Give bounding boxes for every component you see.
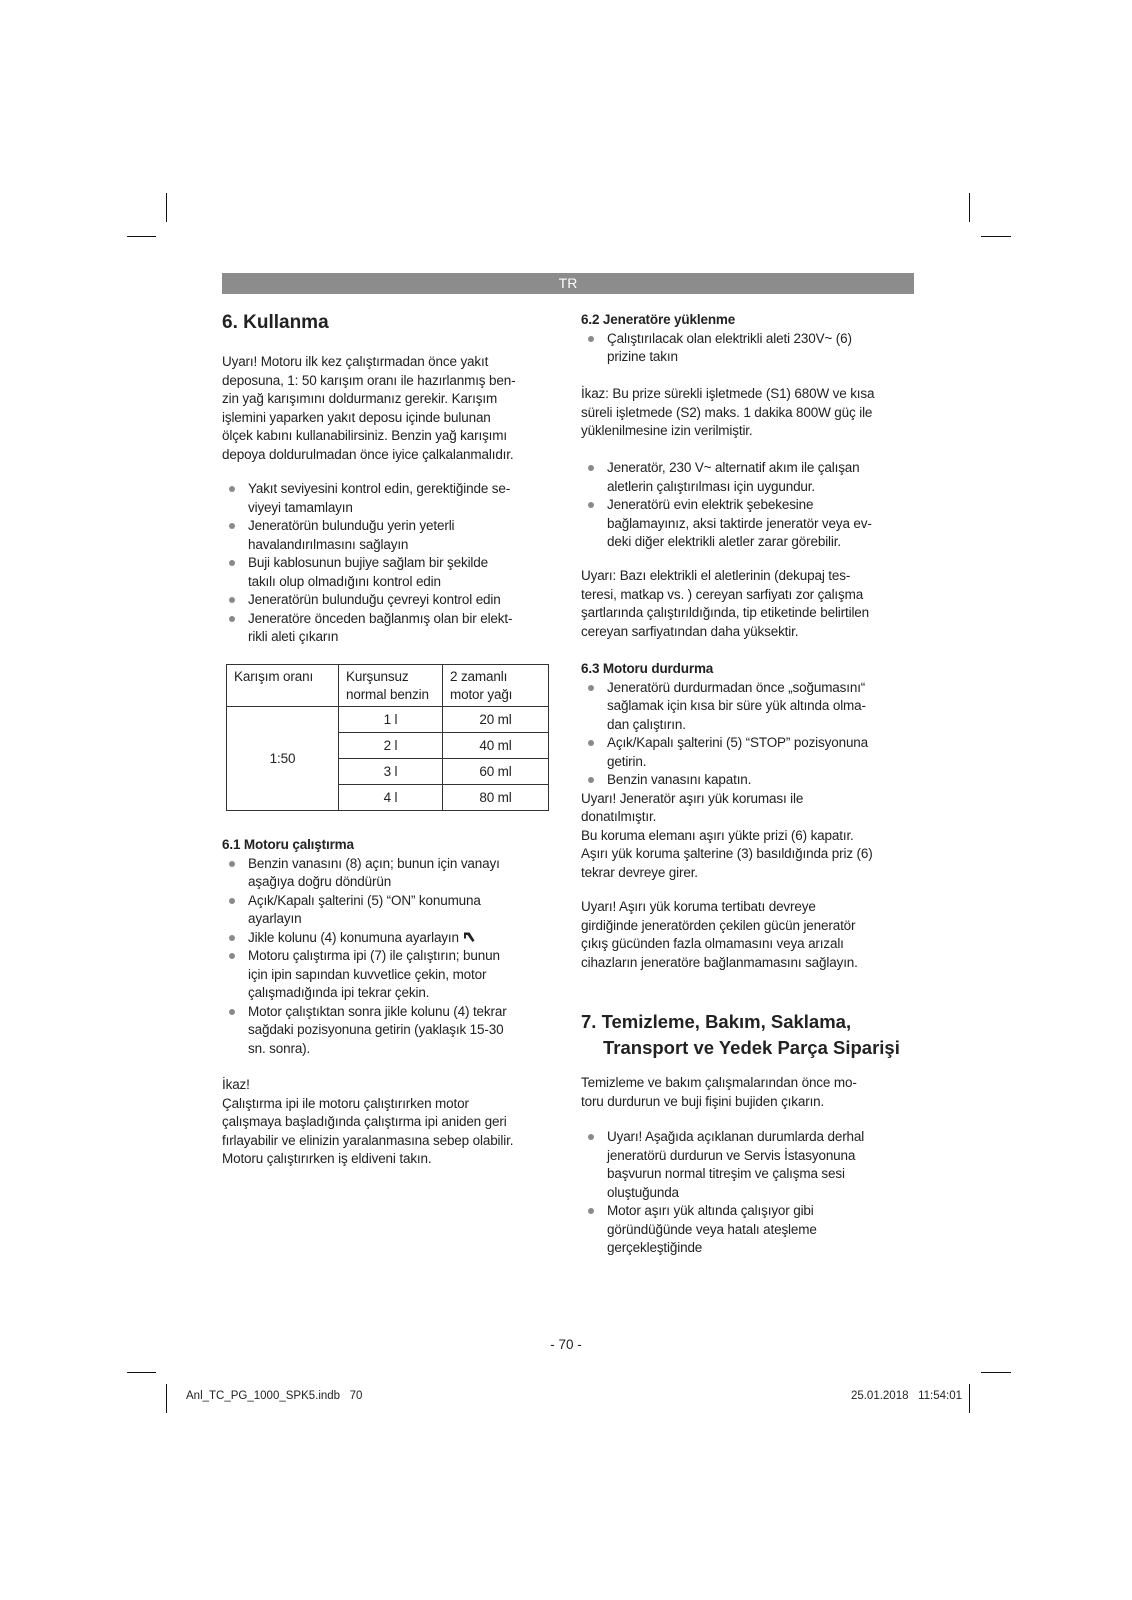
list-item (581, 679, 914, 735)
paragraph-line: şartlarında çalıştırıldığında, tip etiketinde belirtilen (581, 605, 870, 620)
paragraph-line: Uyarı! Jeneratör aşırı yük koruması ile (581, 790, 804, 806)
header-line: motor yağı (450, 687, 513, 702)
list-item-line: başvurun normal titreşim ve çalışma sesi (607, 1166, 845, 1181)
fuel-amount-cell: 3 l (339, 759, 443, 785)
paragraph-line: çalışmaya başladığında çalıştırma ipi aniden geri (222, 1114, 507, 1129)
list-item-line: Motor çalıştıktan sonra jikle kolunu (4) tekrar (248, 1003, 507, 1019)
heading-line: Transport ve Yedek Parça Siparişi (603, 1037, 900, 1058)
bullet-icon (588, 777, 594, 783)
paragraph-line: işlemini yaparken yakıt deposu içinde bulunan (222, 409, 491, 425)
list-item-line: Motor aşırı yük altında çalışıyor gibi (607, 1203, 814, 1218)
crop-mark (969, 193, 970, 222)
list-item-line: Jeneratörü durdurmadan önce „soğumasını“ (607, 679, 866, 695)
list-item (222, 554, 552, 591)
list-item-line: Jeneratöre önceden bağlanmış olan bir elekt- (248, 610, 513, 626)
list-item-line: rikli aleti çıkarın (248, 629, 339, 644)
fuel-amount-cell: 2 l (339, 733, 443, 759)
list-item-line: sn. sonra). (248, 1040, 311, 1056)
paragraph-line: cereyan sarfiyatından daha yüksektir. (581, 623, 799, 639)
paragraph-line: İkaz: Bu prize sürekli işletmede (S1) 680W ve kısa (581, 386, 875, 401)
list-item (222, 947, 552, 1003)
header-line: normal benzin (346, 687, 429, 702)
list-item (581, 1202, 914, 1258)
paragraph-line: toru durdurun ve buji fişini bujiden çıkarın. (581, 1093, 825, 1109)
paragraph-line: teresi, matkap vs. ) cereyan sarfiyatı zor çalışma (581, 586, 864, 602)
list-item-line: Jeneratörün bulunduğu çevreyi kontrol edin (248, 592, 501, 607)
list-item-line: havalandırılmasını sağlayın (248, 536, 409, 552)
bullet-icon (588, 740, 594, 746)
list-item-line: aşağıya doğru döndürün (248, 874, 392, 889)
bullet-icon (588, 1134, 594, 1140)
intro-paragraph (222, 353, 552, 464)
list-item-line: deki diğer elektrikli aletler zarar görebilir. (607, 534, 841, 549)
list-item-line: çalışmadığında ipi tekrar çekin. (248, 985, 430, 1000)
paragraph-line: Bu koruma elemanı aşırı yükte prizi (6) kapatır. (581, 827, 854, 843)
bullet-icon (229, 597, 235, 603)
bullet-icon (229, 616, 235, 622)
table-header (443, 665, 549, 707)
header-line: 2 zamanlı (450, 669, 508, 684)
list-item-line: ayarlayın (248, 911, 302, 926)
paragraph-line: Uyarı! Motoru ilk kez çalıştırmadan önce yakıt (222, 354, 489, 369)
paragraph-line: zin yağ karışımını doldurmanız gerekir. Karışım (222, 391, 498, 406)
paragraph-line: girdiğinde jeneratörden çekilen gücün jeneratör (581, 917, 856, 933)
list-item-line: Jeneratörü evin elektrik şebekesine (607, 497, 814, 512)
list-item-line: Motoru çalıştırma ipi (7) ile çalıştırın; bunun (248, 948, 500, 963)
table-header (339, 665, 443, 707)
table-header (227, 665, 339, 707)
list-item-line: Benzin vanasını kapatın. (607, 772, 752, 787)
list-item-line: jeneratörü durdurun ve Servis İstasyonuna (607, 1147, 856, 1163)
crop-mark (127, 1372, 156, 1373)
subsection-title: 6.3 Motoru durdurma (581, 661, 714, 676)
section-6-1 (222, 836, 552, 1058)
mix-ratio-table (226, 664, 549, 811)
subsection-title: 6.2 Jeneratöre yüklenme (581, 312, 736, 327)
list-item-line: Açık/Kapalı şalterini (5) “ON” konumuna (248, 892, 481, 908)
list-item (222, 855, 552, 892)
paragraph-line: Uyarı! Aşırı yük koruma tertibatı devreye (581, 899, 816, 914)
heading-line: 7. Temizleme, Bakım, Saklama, (581, 1011, 852, 1032)
bullet-icon (229, 953, 235, 959)
bullet-icon (229, 898, 235, 904)
list-item-line (248, 929, 552, 948)
mix-ratio-cell: 1:50 (227, 707, 339, 811)
caution-title: İkaz! (222, 1077, 250, 1092)
page-number: - 70 - (550, 1337, 582, 1352)
bullet-icon (229, 486, 235, 492)
list-item (222, 1003, 552, 1059)
list-item (222, 892, 552, 929)
list-item-line: Buji kablosunun bujiye sağlam bir şekilde (248, 555, 488, 570)
service-warning-list (581, 1128, 914, 1258)
paragraph-line: cihazların jeneratöre bağlanmamasını sağlayın. (581, 954, 858, 970)
section-6-2 (581, 311, 914, 367)
list-item (222, 610, 552, 647)
bullet-icon (229, 523, 235, 529)
fuel-amount-cell: 4 l (339, 785, 443, 811)
list-item (581, 1128, 914, 1202)
paragraph-line: depoya doldurulmadan önce iyice çalkalanmalıdır. (222, 446, 514, 462)
caution-paragraph (222, 1076, 552, 1169)
section-6-3 (581, 660, 914, 882)
paragraph-line: Temizleme ve bakım çalışmalarından önce mo- (581, 1075, 857, 1090)
list-item-line: prizine takın (607, 349, 678, 364)
list-item-line: Jeneratörün bulunduğu yerin yeterli (248, 518, 455, 533)
section-heading: 6. Kullanma (222, 312, 329, 333)
bullet-icon (588, 1208, 594, 1214)
crop-mark (127, 236, 156, 237)
paragraph-line: Çalıştırma ipi ile motoru çalıştırırken motor (222, 1095, 469, 1111)
choke-symbol-icon (463, 931, 475, 943)
list-item-line: göründüğünde veya hatalı ateşleme (607, 1221, 817, 1237)
list-item-line: Açık/Kapalı şalterini (5) “STOP” pozisyonuna (607, 735, 869, 750)
list-item (581, 771, 914, 790)
paragraph-line: fırlayabilir ve elinizin yaralanmasına sebep olabilir. (222, 1132, 514, 1148)
crop-mark (166, 1384, 167, 1413)
paragraph-line: Aşırı yük koruma şalterine (3) basıldığında priz (6) (581, 846, 873, 861)
print-timestamp: 25.01.2018 11:54:01 (850, 1390, 962, 1402)
list-item (581, 330, 914, 367)
header-line: Karışım oranı (234, 669, 314, 684)
table-row (227, 707, 549, 733)
list-item-line: viyeyi tamamlayın (248, 499, 353, 515)
oil-amount-cell: 20 ml (443, 707, 549, 733)
list-item-line: aletlerin çalıştırılması için uygundur. (607, 478, 815, 494)
list-item (581, 459, 914, 496)
list-item-line: Çalıştırılacak olan elektrikli aleti 230V~ (6) (607, 330, 852, 346)
list-item (222, 480, 552, 517)
paragraph-line: deposuna, 1: 50 karışım oranı ile hazırlanmış ben- (222, 372, 516, 388)
bullet-icon (229, 560, 235, 566)
list-item-line: Yakıt seviyesini kontrol edin, gerektiğinde se- (248, 481, 511, 496)
list-item-line: oluştuğunda (607, 1184, 679, 1200)
paragraph-line: Motoru çalıştırırken iş eldiveni takın. (222, 1151, 432, 1166)
paragraph-line: yüklenilmesine izin verilmiştir. (581, 423, 753, 438)
bullet-icon (588, 336, 594, 342)
crop-mark (981, 1372, 1011, 1373)
list-item (222, 517, 552, 554)
table-header-row (227, 665, 549, 707)
crop-mark (981, 236, 1011, 237)
bullet-icon (588, 685, 594, 691)
overload-warning-paragraph (581, 898, 914, 972)
list-item (581, 734, 914, 771)
paragraph-line: Uyarı: Bazı elektrikli el aletlerinin (dekupaj tes- (581, 568, 851, 583)
paragraph-line: süreli işletmede (S2) maks. 1 dakika 800W güç ile (581, 404, 873, 420)
list-item-line: getirin. (607, 753, 647, 769)
list-item (581, 496, 914, 552)
list-item (222, 929, 552, 948)
bullet-icon (229, 861, 235, 867)
list-item-line: Uyarı! Aşağıda açıklanan durumlarda derhal (607, 1129, 865, 1144)
list-item-line: sağlamak için kısa bir süre yük altında olma- (607, 698, 866, 713)
list-item-line: gerçekleştiğinde (607, 1240, 703, 1255)
list-item-line: dan çalıştırın. (607, 716, 686, 732)
list-item-line: takılı olup olmadığını kontrol edin (248, 573, 441, 589)
cleaning-intro-paragraph (581, 1074, 914, 1111)
list-item-line: için ipin sapından kuvvetlice çekin, motor (248, 966, 487, 982)
fuel-amount-cell: 1 l (339, 707, 443, 733)
power-warning-paragraph (581, 567, 914, 641)
print-file-name: Anl_TC_PG_1000_SPK5.indb 70 (186, 1390, 363, 1402)
crop-mark (166, 193, 167, 222)
bullet-icon (229, 935, 235, 941)
load-caution-paragraph (581, 385, 914, 441)
list-item-line: bağlamayınız, aksi taktirde jeneratör veya ev- (607, 515, 872, 531)
section-heading (581, 1009, 914, 1061)
language-header-bar: TR (222, 273, 914, 294)
list-item (222, 591, 552, 610)
oil-amount-cell: 80 ml (443, 785, 549, 811)
crop-mark (969, 1384, 970, 1413)
paragraph-line: tekrar devreye girer. (581, 864, 698, 880)
generator-notes-list (581, 459, 914, 552)
choke-instruction-text: Jikle kolunu (4) konumuna ayarlayın (248, 929, 459, 945)
bullet-icon (588, 465, 594, 471)
oil-amount-cell: 40 ml (443, 733, 549, 759)
paragraph-line: ölçek kabını kullanabilirsiniz. Benzin yağ karışımı (222, 428, 507, 443)
list-item-line: Benzin vanasını (8) açın; bunun için vanayı (248, 855, 500, 871)
bullet-icon (588, 502, 594, 508)
list-item-line: sağdaki pozisyonuna getirin (yaklaşık 15-30 (248, 1022, 504, 1037)
subsection-title: 6.1 Motoru çalıştırma (222, 837, 354, 852)
paragraph-line: donatılmıştır. (581, 809, 657, 824)
checklist (222, 480, 552, 647)
paragraph-line: çıkış gücünden fazla olmamasını veya arızalı (581, 936, 844, 951)
header-line: Kurşunsuz (346, 669, 409, 684)
bullet-icon (229, 1009, 235, 1015)
oil-amount-cell: 60 ml (443, 759, 549, 785)
list-item-line: Jeneratör, 230 V~ alternatif akım ile çalışan (607, 460, 860, 475)
